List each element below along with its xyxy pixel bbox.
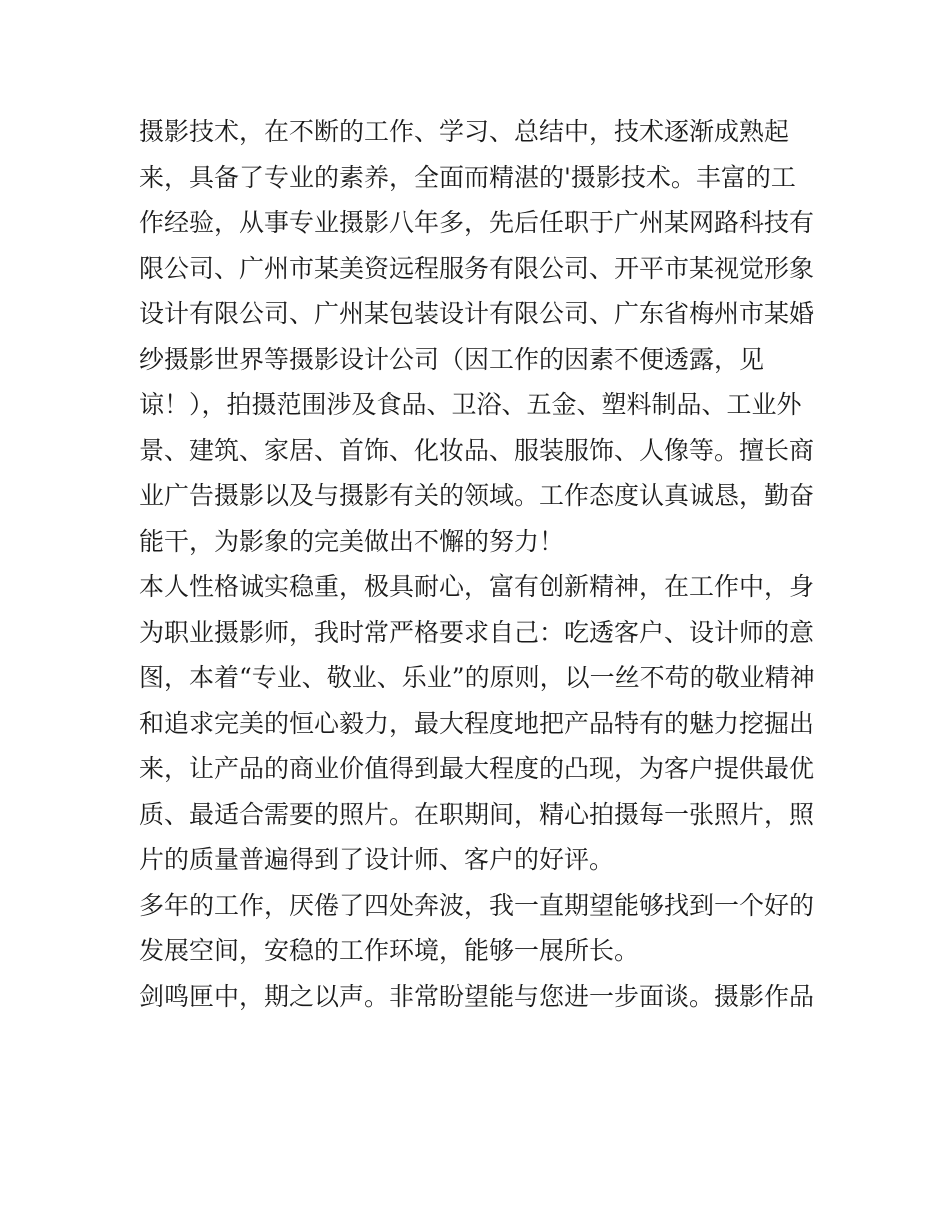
- text-line: 为职业摄影师，我时常严格要求自己：吃透客户、设计师的意: [139, 617, 815, 647]
- text-line: 多年的工作，厌倦了四处奔波，我一直期望能够找到一个好的: [139, 890, 815, 920]
- text-line: 能干，为影象的完美做出不懈的努力！: [139, 526, 565, 556]
- text-line: 剑鸣匣中，期之以声。非常盼望能与您进一步面谈。摄影作品: [139, 981, 815, 1011]
- text-line: 限公司、广州市某美资远程服务有限公司、开平市某视觉形象: [139, 253, 815, 283]
- text-line: 景、建筑、家居、首饰、化妆品、服装服饰、人像等。擅长商: [139, 435, 815, 465]
- text-line: 纱摄影世界等摄影设计公司（因工作的因素不便透露，见: [139, 344, 765, 374]
- text-line: 本人性格诚实稳重，极具耐心，富有创新精神，在工作中，身: [139, 572, 815, 601]
- text-line: 片的质量普遍得到了设计师、客户的好评。: [139, 845, 615, 874]
- text-line: 摄影技术，在不断的工作、学习、总结中，技术逐渐成熟起: [139, 117, 790, 146]
- text-line: 质、最适合需要的照片。在职期间，精心拍摄每一张照片，照: [139, 799, 815, 829]
- text-line: 和追求完美的恒心毅力，最大程度地把产品特有的魅力挖掘出: [139, 708, 815, 738]
- text-line: 作经验，从事专业摄影八年多，先后任职于广州某网路科技有: [139, 208, 815, 237]
- document-body: [139, 109, 819, 1019]
- text-line: 来，具备了专业的素养，全面而精湛的'摄影技术。丰富的工: [139, 162, 796, 192]
- text-line: 业广告摄影以及与摄影有关的领域。工作态度认真诚恳，勤奋: [139, 481, 815, 510]
- text-line: 谅！），拍摄范围涉及食品、卫浴、五金、塑料制品、工业外: [139, 390, 802, 419]
- text-line: 发展空间，安稳的工作环境，能够一展所长。: [139, 936, 640, 965]
- text-line: 设计有限公司、广州某包装设计有限公司、广东省梅州市某婚: [139, 299, 815, 328]
- text-line: 图，本着“专业、敬业、乐业”的原则，以一丝不苟的敬业精神: [139, 663, 815, 692]
- text-line: 来，让产品的商业价值得到最大程度的凸现，为客户提供最优: [139, 754, 815, 783]
